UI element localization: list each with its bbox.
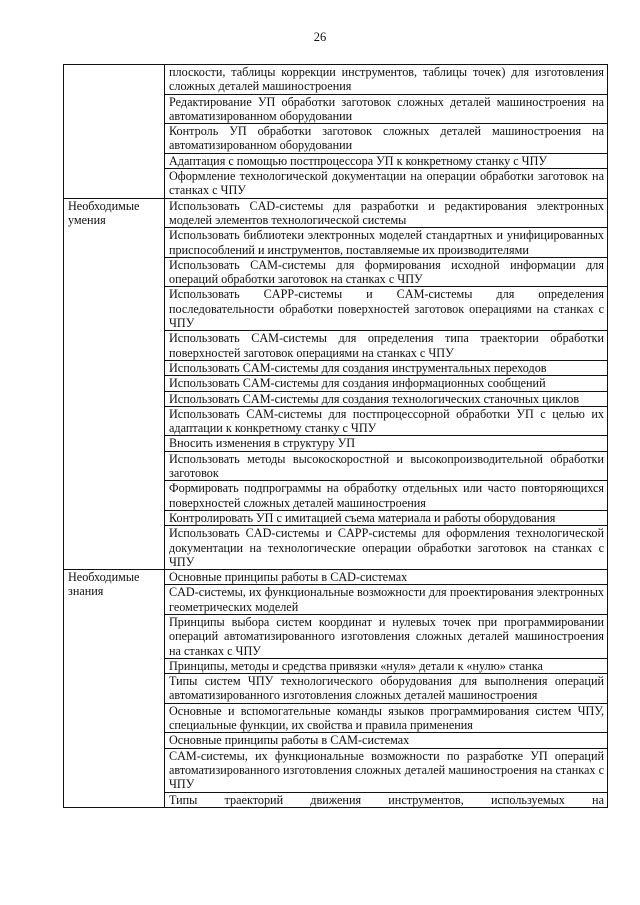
- skill-item: Вносить изменения в структуру УП: [165, 436, 608, 451]
- table-row: [64, 570, 608, 585]
- skill-item: Использовать библиотеки электронных моделей стандартных и унифицированных приспособлений и инструментов, поставляемые их производителями: [165, 228, 608, 258]
- skill-item: Формировать подпрограммы на обработку отдельных или часто повторяющихся поверхностей сложных деталей машиностроения: [165, 481, 608, 511]
- skill-item: Использовать CAM-системы для формирования исходной информации для операций обработки заготовок на станках с ЧПУ: [165, 257, 608, 287]
- requirements-table: [63, 64, 608, 808]
- action-item: плоскости, таблицы коррекции инструментов, таблицы точек) для изготовления сложных деталей машиностроения: [165, 65, 608, 95]
- table-row: [64, 198, 608, 228]
- knowledge-item: Принципы, методы и средства привязки «нуля» детали к «нулю» станка: [165, 658, 608, 673]
- action-item: Редактирование УП обработки заготовок сложных деталей машиностроения на автоматизированном оборудовании: [165, 94, 608, 124]
- label-cell-empty: [64, 65, 165, 199]
- skill-item: Использовать CAM-системы для создания информационных сообщений: [165, 376, 608, 391]
- skill-item: Использовать CAD-системы и CAPP-системы для оформления технологической документации на технологические операции обработки заготовок на станках с ЧПУ: [165, 526, 608, 570]
- knowledge-label: Необходимые знания: [64, 570, 165, 808]
- knowledge-item: Типы систем ЧПУ технологического оборудования для выполнения операций автоматизированного изготовления сложных деталей машиностроения: [165, 674, 608, 704]
- page-number: 26: [313, 30, 327, 44]
- skill-item: Использовать CAM-системы для постпроцессорной обработки УП с целью их адаптации к конкретному станку с ЧПУ: [165, 406, 608, 436]
- skill-item: Использовать CAM-системы для создания инструментальных переходов: [165, 360, 608, 375]
- skill-item: Использовать CAPP-системы и CAM-системы для определения последовательности обработки поверхностей заготовок операциями на станках с ЧПУ: [165, 287, 608, 331]
- knowledge-item: Принципы выбора систем координат и нулевых точек при программировании операций автоматизированного изготовления сложных деталей машиностроения на станках с ЧПУ: [165, 614, 608, 658]
- table-row: [64, 65, 608, 95]
- knowledge-item: Основные и вспомогательные команды языков программирования систем ЧПУ, специальные функции, их свойства и правила применения: [165, 703, 608, 733]
- knowledge-item: CAD-системы, их функциональные возможности для проектирования электронных геометрических моделей: [165, 585, 608, 615]
- skill-item: Использовать CAD-системы для разработки и редактирования электронных моделей элементов технологической системы: [165, 198, 608, 228]
- skill-item: Использовать CAM-системы для определения типа траектории обработки поверхностей заготовок операциями на станках с ЧПУ: [165, 331, 608, 361]
- skills-label: Необходимые умения: [64, 198, 165, 569]
- skill-item: Контролировать УП с имитацией съема материала и работы оборудования: [165, 510, 608, 525]
- action-item: Адаптация с помощью постпроцессора УП к конкретному станку с ЧПУ: [165, 153, 608, 168]
- knowledge-item: Основные принципы работы в CAD-системах: [165, 570, 608, 585]
- knowledge-item: CAM-системы, их функциональные возможности по разработке УП операций автоматизированного изготовления сложных деталей машиностроения на станках с ЧПУ: [165, 748, 608, 792]
- action-item: Контроль УП обработки заготовок сложных деталей машиностроения на автоматизированном оборудовании: [165, 124, 608, 154]
- skill-item: Использовать CAM-системы для создания технологических станочных циклов: [165, 391, 608, 406]
- skill-item: Использовать методы высокоскоростной и высокопроизводительной обработки заготовок: [165, 451, 608, 481]
- knowledge-item: Основные принципы работы в CAM-системах: [165, 733, 608, 748]
- action-item: Оформление технологической документации на операции обработки заготовок на станках с ЧПУ: [165, 169, 608, 199]
- knowledge-item: Типы траекторий движения инструментов, используемых на: [165, 792, 608, 807]
